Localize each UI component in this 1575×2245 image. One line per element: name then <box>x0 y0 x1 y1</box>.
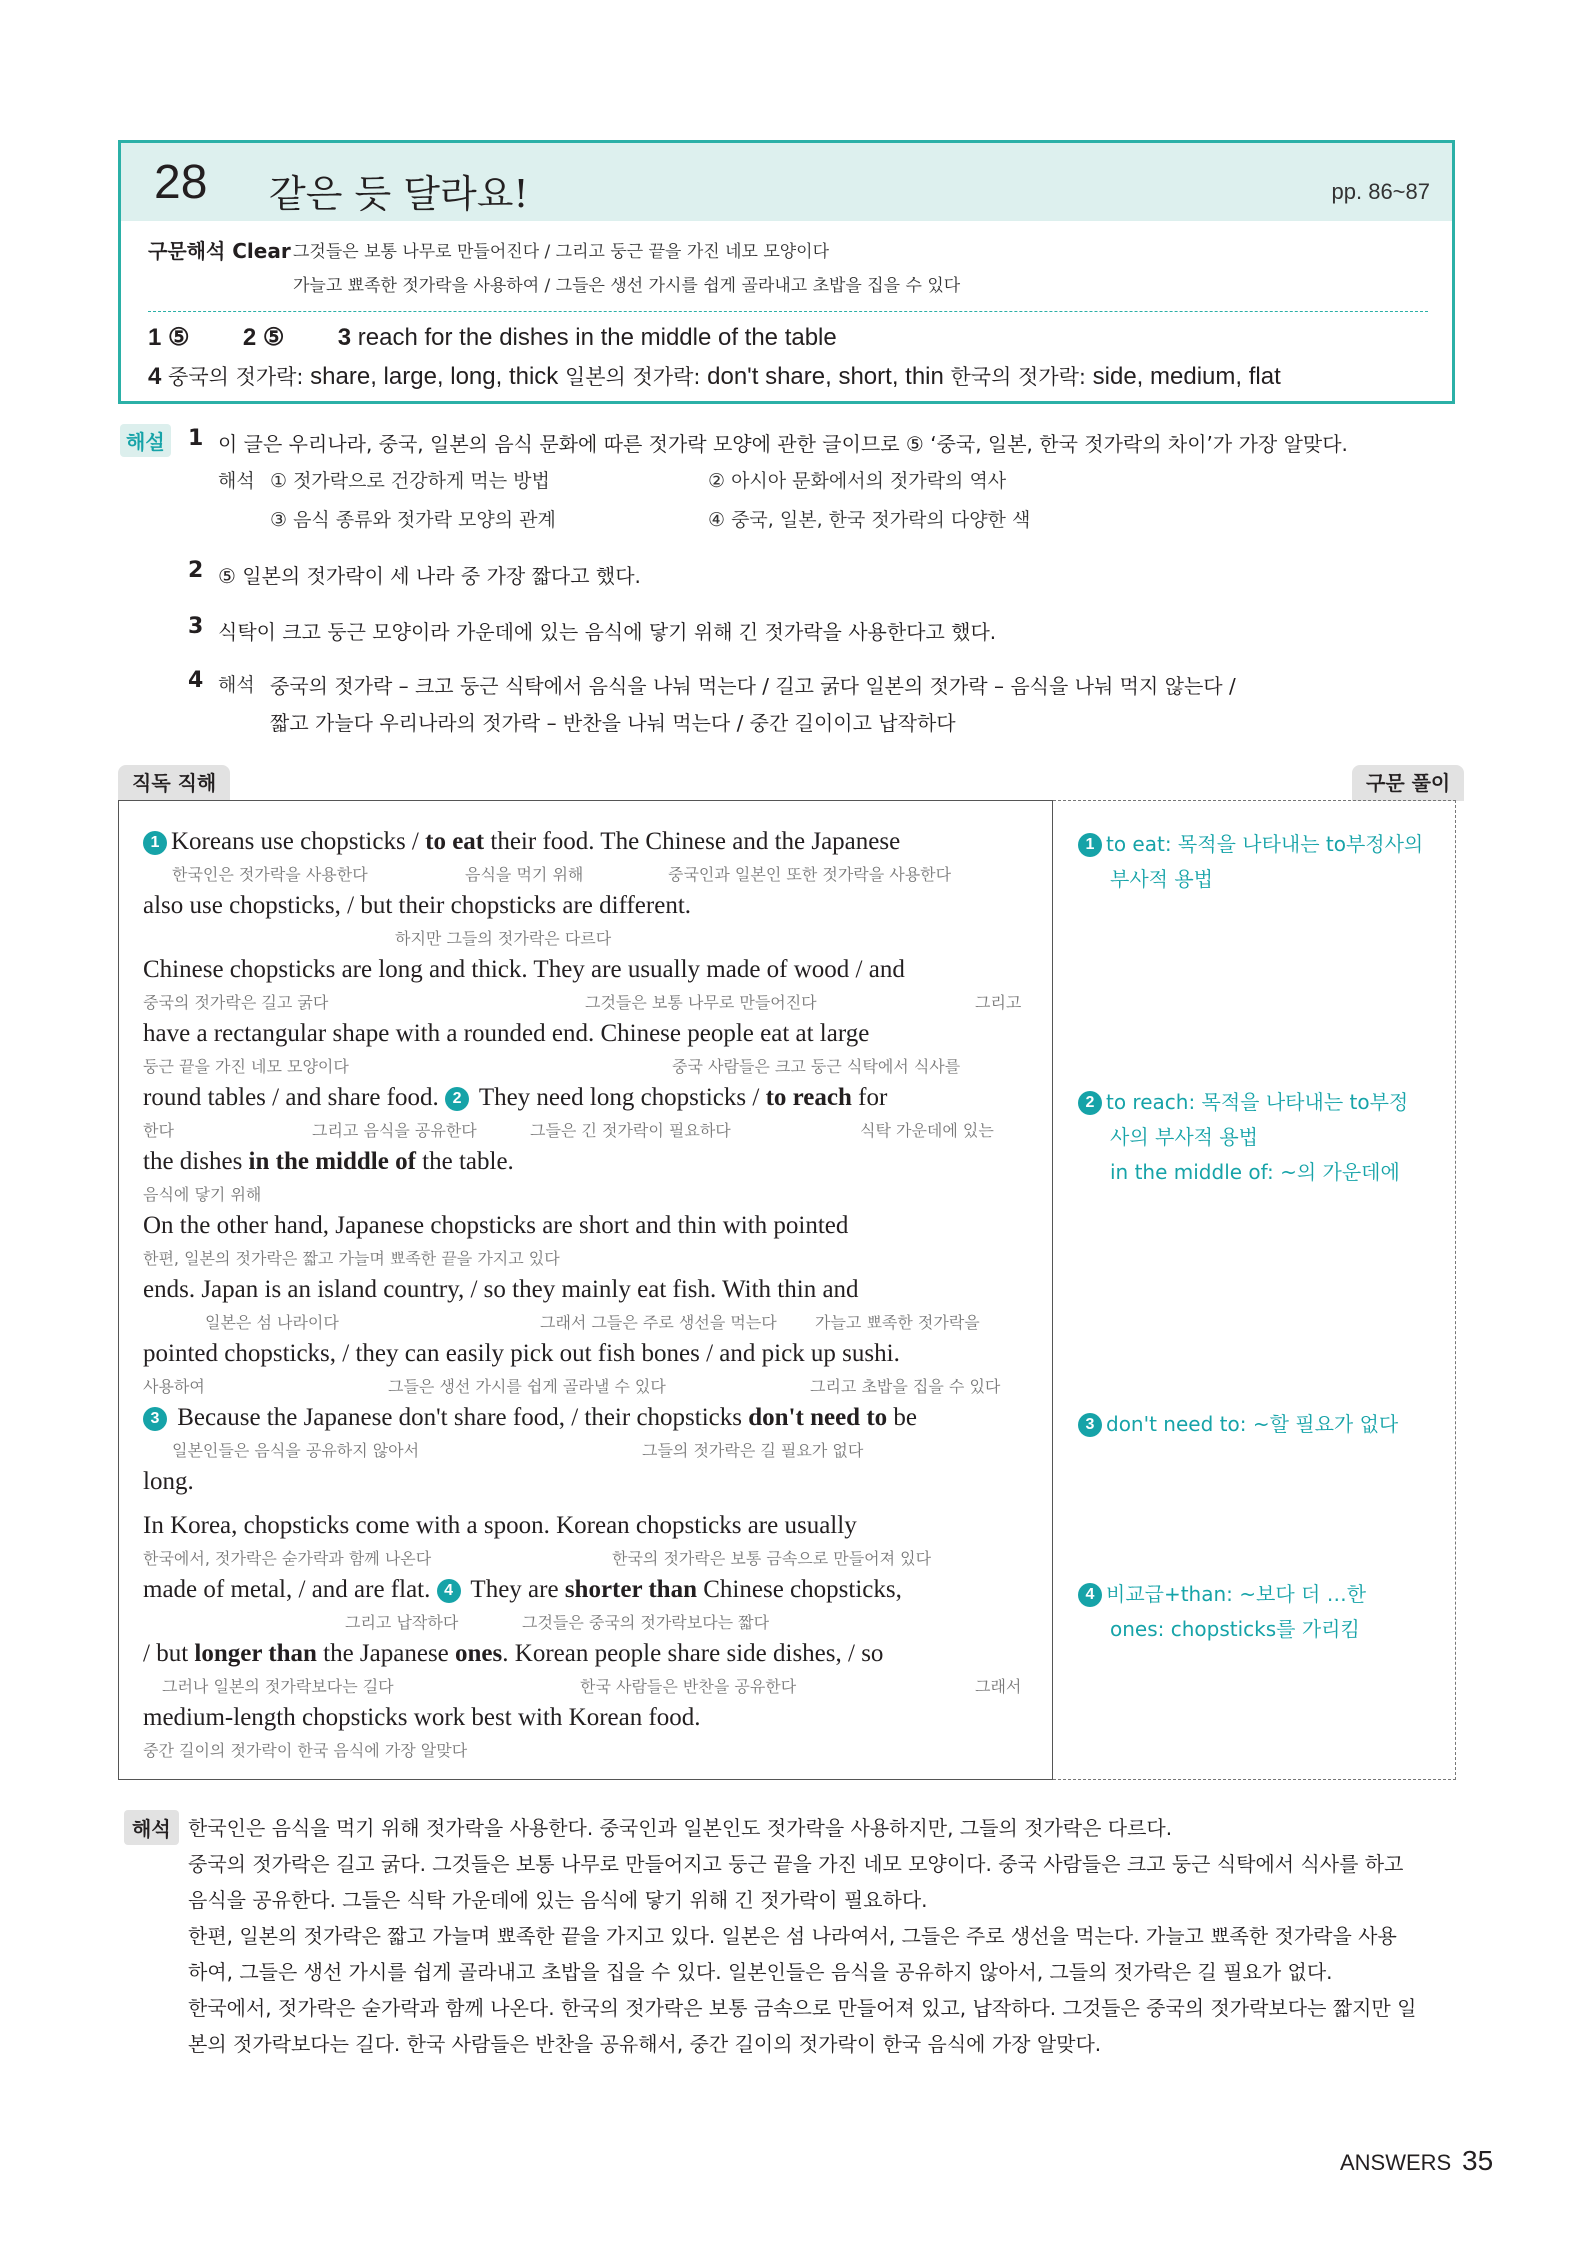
answer-4-num: 4 <box>148 363 162 390</box>
exp-2-num: 2 <box>188 558 204 583</box>
reading-line-14: / but longer than the Japanese ones. Korean people share side dishes, / so <box>143 1640 884 1667</box>
exp-4-line-2: 짧고 가늘다 우리나라의 젓가락 – 반찬을 나눠 먹는다 / 중간 길이이고 납작하다 <box>270 711 956 735</box>
marker-1: 1 <box>143 831 167 855</box>
reading-line-7: On the other hand, Japanese chopsticks are short and thin with pointed <box>143 1212 849 1239</box>
note-marker-1: 1 <box>1078 833 1102 857</box>
answer-line-1 <box>148 323 837 352</box>
translation-line-6: 한국에서, 젓가락은 숟가락과 함께 나온다. 한국의 젓가락은 보통 금속으로 만들어져 있고, 납작하다. 그것들은 중국의 젓가락보다는 짧지만 일 <box>188 1996 1417 2020</box>
tab-reading: 직독 직해 <box>118 765 230 801</box>
trans-14b: 한국 사람들은 반찬을 공유한다 <box>580 1677 797 1696</box>
exp-1-num: 1 <box>188 426 204 451</box>
reading-line-6: the dishes in the middle of the table. <box>143 1148 514 1175</box>
translation-line-4: 한편, 일본의 젓가락은 짧고 가늘며 뾰족한 끝을 가지고 있다. 일본은 섬 나라여서, 그들은 주로 생선을 먹는다. 가늘고 뾰족한 젓가락을 사용 <box>188 1924 1397 1948</box>
marker-2: 2 <box>445 1087 469 1111</box>
trans-8b: 그래서 그들은 주로 생선을 먹는다 <box>540 1313 777 1332</box>
reading-line-10: 3 Because the Japanese don't share food, / their chopsticks don't need to be <box>143 1404 917 1432</box>
translation-line-1: 한국인은 음식을 먹기 위해 젓가락을 사용한다. 중국인과 일본인도 젓가락을 사용하지만, 그들의 젓가락은 다르다. <box>188 1816 1173 1840</box>
explanation-tag: 해설 <box>120 424 171 457</box>
clear-label: 구문해석 Clear <box>148 239 291 263</box>
trans-15: 중간 길이의 젓가락이 한국 음식에 가장 알맞다 <box>143 1741 468 1760</box>
reading-line-5: round tables / and share food. 2 They need long chopsticks / to reach for <box>143 1084 888 1111</box>
note-marker-3: 3 <box>1078 1413 1102 1437</box>
note-2: 2 to reach: 목적을 나타내는 to부정 사의 부사적 용법 in the middle of: ~의 가운데에 <box>1078 1086 1408 1185</box>
page-range: pp. 86~87 <box>1331 179 1430 204</box>
exp-1-option-2: ② 아시아 문화에서의 젓가락의 역사 <box>708 470 1007 492</box>
answer-3: reach for the dishes in the middle of the table <box>357 324 837 351</box>
exp-1-text: 이 글은 우리나라, 중국, 일본의 음식 문화에 따른 젓가락 모양에 관한 글이므로 ⑤ ‘중국, 일본, 한국 젓가락의 차이’가 가장 알맞다. <box>218 432 1348 456</box>
exp-4-label: 해석 <box>218 674 255 696</box>
trans-8c: 가늘고 뾰족한 젓가락을 <box>815 1313 980 1332</box>
answer-4-korea: side, medium, flat <box>1092 363 1281 390</box>
trans-5a: 한다 <box>143 1121 174 1140</box>
translation-tag: 해석 <box>124 1810 179 1845</box>
answer-header <box>121 143 1452 221</box>
reading-line-11: long. <box>143 1468 194 1495</box>
trans-12a: 한국에서, 젓가락은 숟가락과 함께 나온다 <box>143 1549 432 1568</box>
exp-3-text: 식탁이 크고 둥근 모양이라 가운데에 있는 음식에 닿기 위해 긴 젓가락을 사용한다고 했다. <box>218 620 997 644</box>
trans-3c: 그리고 <box>975 993 1022 1012</box>
trans-1c: 중국인과 일본인 또한 젓가락을 사용한다 <box>668 865 952 884</box>
reading-line-3: Chinese chopsticks are long and thick. They are usually made of wood / and <box>143 956 905 983</box>
marker-3: 3 <box>143 1407 167 1431</box>
answer-box <box>118 140 1455 404</box>
exp-1-option-3: ③ 음식 종류와 젓가락 모양의 관계 <box>270 509 556 531</box>
answer-4-japan-label: 일본의 젓가락: <box>564 365 701 389</box>
lesson-title: 같은 듯 달라요! <box>269 172 529 216</box>
reading-line-15: medium-length chopsticks work best with Korean food. <box>143 1704 701 1731</box>
answer-4-china: share, large, long, thick <box>310 363 559 390</box>
exp-3-num: 3 <box>188 614 204 639</box>
note-3: 3 don't need to: ~할 필요가 없다 <box>1078 1408 1398 1437</box>
tab-grammar: 구문 풀이 <box>1352 765 1464 801</box>
reading-line-8: ends. Japan is an island country, / so they mainly eat fish. With thin and <box>143 1276 859 1303</box>
trans-10b: 그들의 젓가락은 길 필요가 없다 <box>642 1441 864 1460</box>
reading-line-13: made of metal, / and are flat. 4 They are shorter than Chinese chopsticks, <box>143 1576 902 1603</box>
answer-4-korea-label: 한국의 젓가락: <box>950 365 1086 389</box>
exp-4-line-1: 중국의 젓가락 – 크고 둥근 식탁에서 음식을 나눠 먹는다 / 길고 굵다 일본의 젓가락 – 음식을 나눠 먹지 않는다 / <box>270 674 1236 698</box>
footer-label: ANSWERS <box>1340 2150 1452 2175</box>
trans-4a: 둥근 끝을 가진 네모 모양이다 <box>143 1057 349 1076</box>
translation-line-2: 중국의 젓가락은 길고 굵다. 그것들은 보통 나무로 만들어지고 둥근 끝을 가진 네모 모양이다. 중국 사람들은 크고 둥근 식탁에서 식사를 하고 <box>188 1852 1404 1876</box>
trans-4b: 중국 사람들은 크고 둥근 식탁에서 식사를 <box>672 1057 961 1076</box>
note-marker-4: 4 <box>1078 1583 1102 1607</box>
translation-line-3: 음식을 공유한다. 그들은 식탁 가운데에 있는 음식에 닿기 위해 긴 젓가락이 필요하다. <box>188 1888 928 1912</box>
reading-line-4: have a rectangular shape with a rounded end. Chinese people eat at large <box>143 1020 870 1047</box>
answer-1: 1 ⑤ <box>148 324 190 351</box>
trans-13a: 그리고 납작하다 <box>345 1613 459 1632</box>
clear-line-2: 가늘고 뾰족한 젓가락을 사용하여 / 그들은 생선 가시를 쉽게 골라내고 초밥을 집을 수 있다 <box>293 276 961 296</box>
answer-line-2 <box>148 361 1281 391</box>
trans-5d: 식탁 가운데에 있는 <box>860 1121 994 1140</box>
exp-1-option-4: ④ 중국, 일본, 한국 젓가락의 다양한 색 <box>708 509 1031 531</box>
reading-line-1: 1 Koreans use chopsticks / to eat their food. The Chinese and the Japanese <box>143 828 900 856</box>
trans-14a: 그러나 일본의 젓가락보다는 길다 <box>162 1677 394 1696</box>
marker-4: 4 <box>437 1579 461 1603</box>
page-number: 35 <box>1462 2145 1494 2176</box>
exp-4-num: 4 <box>188 668 204 693</box>
dotted-separator <box>148 311 1428 312</box>
lesson-number: 28 <box>154 156 208 209</box>
trans-6: 음식에 닿기 위해 <box>143 1185 262 1204</box>
reading-line-2: also use chopsticks, / but their chopsticks are different. <box>143 892 692 919</box>
trans-14c: 그래서 <box>975 1677 1022 1696</box>
trans-9a: 사용하여 <box>143 1377 205 1396</box>
trans-7: 한편, 일본의 젓가락은 짧고 가늘며 뾰족한 끝을 가지고 있다 <box>143 1249 560 1268</box>
trans-1a: 한국인은 젓가락을 사용한다 <box>172 865 368 884</box>
trans-3b: 그것들은 보통 나무로 만들어진다 <box>585 993 817 1012</box>
trans-5c: 그들은 긴 젓가락이 필요하다 <box>530 1121 731 1140</box>
note-1: 1 to eat: 목적을 나타내는 to부정사의 부사적 용법 <box>1078 828 1423 892</box>
answer-2: 2 ⑤ <box>242 324 285 351</box>
note-4: 4 비교급+than: ~보다 더 …한 ones: chopsticks를 가리킴 <box>1078 1578 1366 1642</box>
note-marker-2: 2 <box>1078 1091 1102 1115</box>
answer-3-num: 3 <box>337 324 352 351</box>
trans-12b: 한국의 젓가락은 보통 금속으로 만들어져 있다 <box>612 1549 932 1568</box>
reading-line-9: pointed chopsticks, / they can easily pick out fish bones / and pick up sushi. <box>143 1340 900 1367</box>
clear-line-1: 그것들은 보통 나무로 만들어진다 / 그리고 둥근 끝을 가진 네모 모양이다 <box>293 242 830 262</box>
trans-1b: 음식을 먹기 위해 <box>465 865 584 884</box>
trans-10a: 일본인들은 음식을 공유하지 않아서 <box>172 1441 420 1460</box>
trans-13b: 그것들은 중국의 젓가락보다는 짧다 <box>522 1613 770 1632</box>
trans-8a: 일본은 섬 나라이다 <box>205 1313 339 1332</box>
translation-line-5: 하여, 그들은 생선 가시를 쉽게 골라내고 초밥을 집을 수 있다. 일본인들은 음식을 공유하지 않아서, 그들의 젓가락은 길 필요가 없다. <box>188 1960 1333 1984</box>
reading-line-12: In Korea, chopsticks come with a spoon. Korean chopsticks are usually <box>143 1512 857 1539</box>
translation-line-7: 본의 젓가락보다는 길다. 한국 사람들은 반찬을 공유해서, 중간 길이의 젓가락이 한국 음식에 가장 알맞다. <box>188 2032 1102 2056</box>
trans-5b: 그리고 음식을 공유한다 <box>312 1121 477 1140</box>
answer-4-china-label: 중국의 젓가락: <box>168 365 304 389</box>
exp-2-text: ⑤ 일본의 젓가락이 세 나라 중 가장 짧다고 했다. <box>218 564 641 588</box>
trans-9b: 그들은 생선 가시를 쉽게 골라낼 수 있다 <box>388 1377 666 1396</box>
trans-2: 하지만 그들의 젓가락은 다르다 <box>395 929 612 948</box>
trans-3a: 중국의 젓가락은 길고 굵다 <box>143 993 329 1012</box>
trans-9c: 그리고 초밥을 집을 수 있다 <box>810 1377 1001 1396</box>
exp-1-sub-label: 해석 <box>218 470 255 492</box>
exp-1-option-1: ① 젓가락으로 건강하게 먹는 방법 <box>270 470 550 492</box>
answer-4-japan: don't share, short, thin <box>707 363 944 390</box>
